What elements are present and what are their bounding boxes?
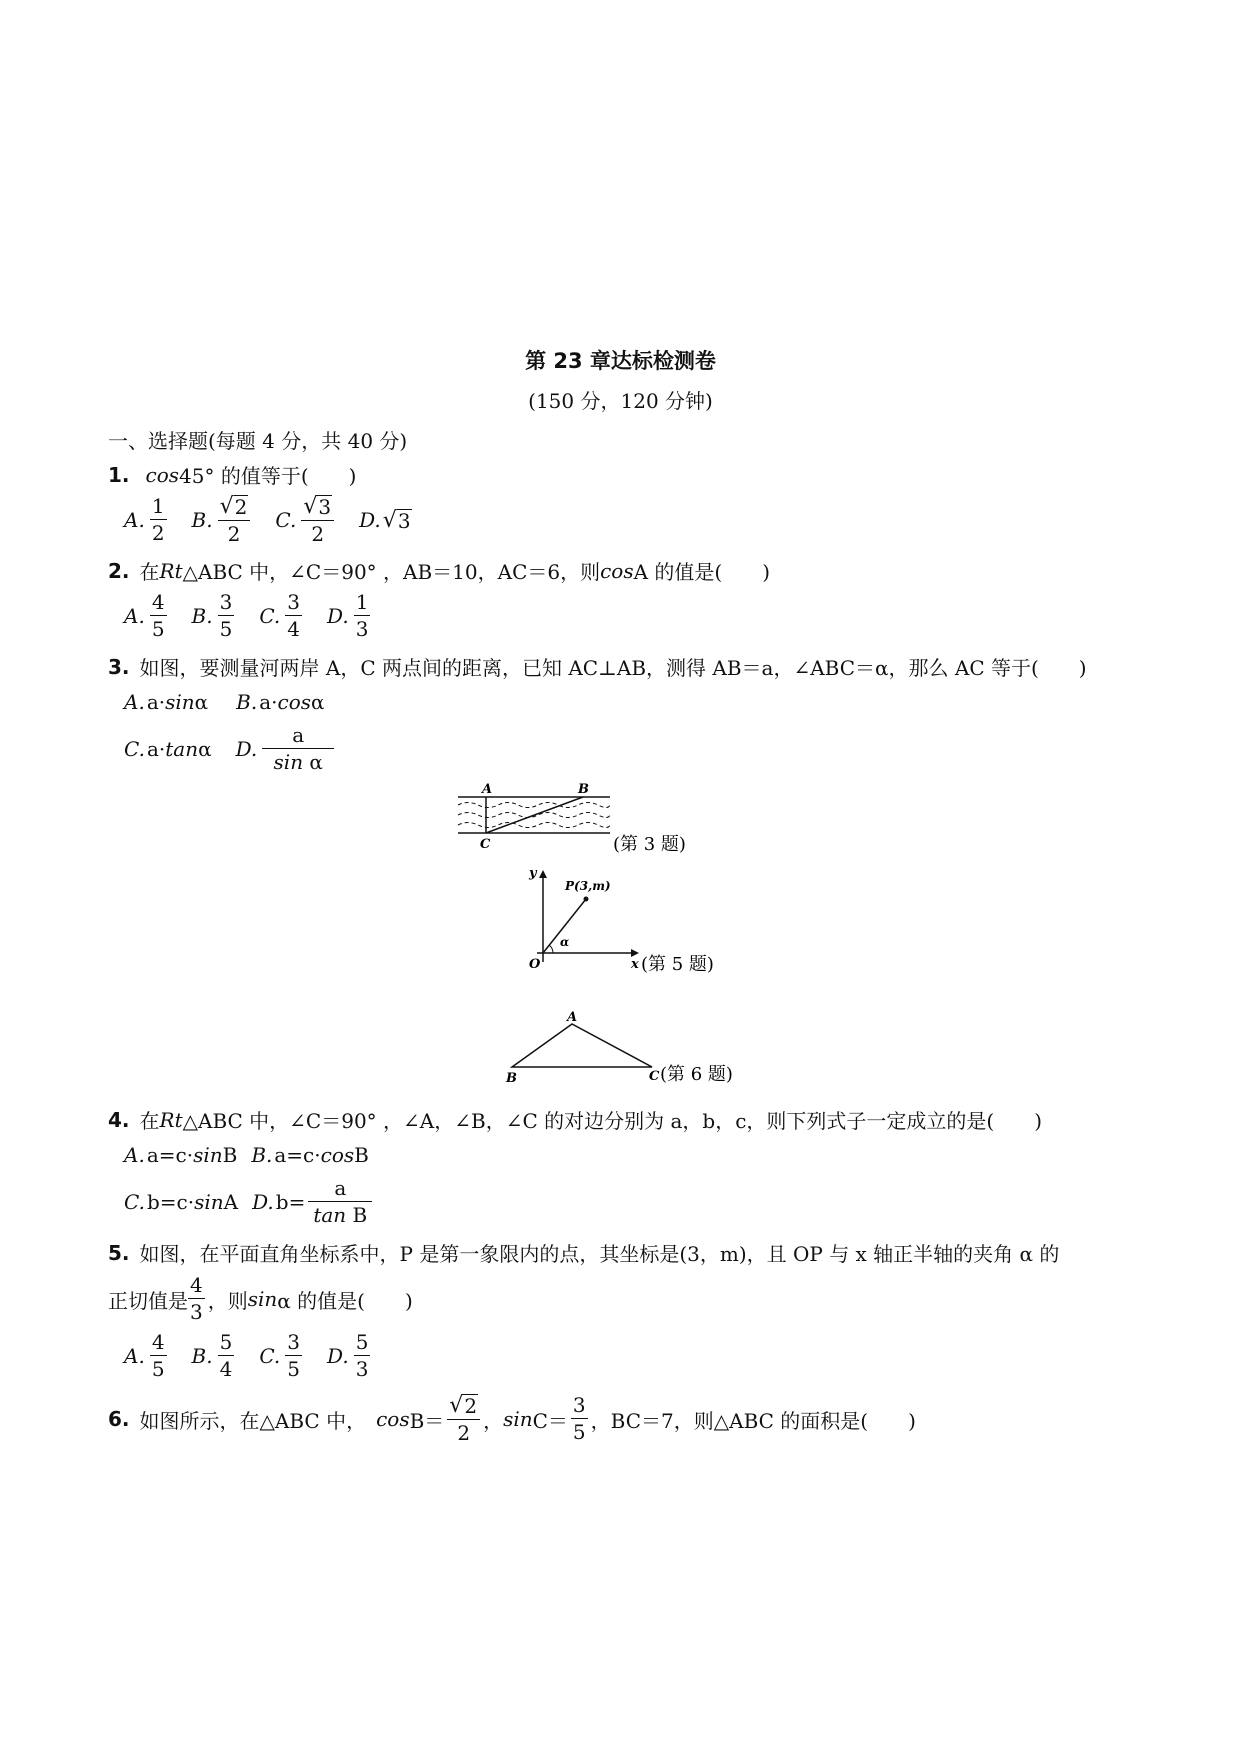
question-3 <box>108 652 1087 681</box>
question-number: 2. <box>108 558 130 583</box>
sqrt-symbol: √ 3 <box>303 494 332 519</box>
option-d[interactable]: D. √ 3 <box>359 507 411 533</box>
question-5: 5. 如图，在平面直角坐标系中，P 是第一象限内的点，其坐标是(3，m)，且 OP 与 x 轴正半轴的夹角 α 的 <box>108 1240 1060 1266</box>
question-2: 2. 在 Rt △ABC 中，∠C＝90° ，AB＝10，AC＝6，则 cos A 的值是( ) <box>108 558 771 584</box>
figure-6-triangle-diagram <box>500 1010 770 1090</box>
point-c-label: C <box>480 837 491 852</box>
fraction: $\frac{a}{\text{sin α}}$ <box>262 725 334 773</box>
figure-caption: (第 5 题) <box>641 954 714 975</box>
option-a[interactable]: A. $\frac{4}{5}$ <box>124 590 165 641</box>
option-d[interactable]: D. $\frac{1}{3}$ <box>327 590 369 641</box>
question-number: 1. <box>108 462 130 487</box>
figure-caption: (第 6 题) <box>660 1064 733 1085</box>
question-3-options-cd <box>124 725 359 773</box>
question-6: 6. 如图所示，在△ABC 中， cos B＝ √ 2 2 ， sin C＝ $\frac{3}{5}$ ，BC＝7，则△ABC 的面积是( ) <box>108 1393 916 1445</box>
fraction: √ 2 2 <box>218 495 251 545</box>
point-p <box>584 897 589 902</box>
option-a[interactable]: A. $\frac{1}{2}$ <box>124 494 165 545</box>
option-b[interactable]: B. $\frac{5}{4}$ <box>191 1330 233 1381</box>
fraction: $\frac{4}{3}$ <box>190 1273 203 1324</box>
x-axis-arrow <box>631 949 639 957</box>
fraction: $\frac{4}{5}$ <box>151 590 165 641</box>
option-c[interactable]: C. b=c· sin A <box>124 1190 239 1214</box>
angle-alpha-label: α <box>560 935 570 949</box>
question-4-options-cd <box>124 1178 397 1226</box>
fraction: $\frac{5}{4}$ <box>219 1330 233 1381</box>
question-number: 4. <box>108 1107 130 1132</box>
question-number: 6. <box>108 1407 130 1431</box>
figure-5-coordinate-diagram <box>515 862 745 980</box>
option-a[interactable]: A. $\frac{4}{5}$ <box>124 1330 165 1381</box>
point-a-label: A <box>567 1010 578 1025</box>
sqrt-symbol: √ 2 <box>219 494 248 519</box>
triangle-abc <box>512 1024 652 1067</box>
question-number: 3. <box>108 654 130 679</box>
question-3-options-ab <box>124 690 347 714</box>
sqrt-symbol: √ 2 <box>449 1393 478 1418</box>
fraction: √ 2 2 <box>447 1394 480 1444</box>
question-5-options <box>124 1332 395 1380</box>
question-5-line-2: 正切值是 $\frac{4}{3}$ ，则 sin α 的值是( ) <box>108 1273 413 1324</box>
option-c[interactable]: C. a· tan α <box>124 737 212 761</box>
function-name: cos <box>145 462 180 487</box>
option-d[interactable]: D. $\frac{5}{3}$ <box>327 1330 369 1381</box>
x-axis-label: x <box>631 957 639 972</box>
figure-caption: (第 3 题) <box>613 834 686 855</box>
fraction: $\frac{1}{2}$ <box>151 494 165 545</box>
origin-label: O <box>529 957 541 972</box>
option-b[interactable]: B. a=c· cos B <box>251 1143 369 1167</box>
question-stem: 如图，要测量河两岸 A，C 两点间的距离，已知 AC⊥AB，测得 AB＝a，∠ABC＝α，那么 AC 等于( ) <box>139 656 1087 680</box>
fraction: $\frac{3}{5}$ <box>287 1330 301 1381</box>
question-2-options <box>124 592 395 640</box>
fraction: $\frac{a}{\text{tan B}}$ <box>308 1178 372 1226</box>
point-p-label: P(3,m) <box>565 879 611 893</box>
y-axis-label: y <box>529 866 537 881</box>
water-wave <box>458 803 610 808</box>
point-b-label: B <box>506 1071 517 1086</box>
option-b[interactable]: B. √ 2 2 <box>192 495 254 545</box>
question-number: 5. <box>108 1240 130 1265</box>
angle-alpha-arc <box>549 945 553 953</box>
option-a[interactable]: A. a· sin α <box>124 690 209 714</box>
figure-3-river-diagram <box>450 780 700 860</box>
sqrt-symbol: √ 3 <box>382 507 411 533</box>
water-wave <box>458 823 610 828</box>
option-c[interactable]: C. $\frac{3}{5}$ <box>259 1330 301 1381</box>
point-b-label: B <box>578 782 589 797</box>
fraction: $\frac{3}{5}$ <box>572 1393 586 1444</box>
option-c[interactable]: C. √ 3 2 <box>275 495 337 545</box>
section-heading: 一、选择题(每题 4 分，共 40 分) <box>108 429 408 453</box>
question-4-options-ab <box>124 1143 391 1167</box>
fraction: $\frac{4}{5}$ <box>151 1330 165 1381</box>
option-d[interactable]: D. b= $\frac{a}{\text{tan B}}$ <box>252 1178 375 1226</box>
question-4: 4. 在 Rt △ABC 中，∠C＝90° ，∠A，∠B，∠C 的对边分别为 a，b，c，则下列式子一定成立的是( ) <box>108 1107 1043 1133</box>
option-a[interactable]: A. a=c· sin B <box>124 1143 238 1167</box>
option-c[interactable]: C. $\frac{3}{4}$ <box>259 590 301 641</box>
page-subtitle: (150 分，120 分钟) <box>528 389 713 413</box>
fraction: $\frac{5}{3}$ <box>355 1330 369 1381</box>
option-b[interactable]: B. a· cos α <box>236 690 325 714</box>
point-c-label: C <box>649 1069 660 1084</box>
point-a-label: A <box>482 782 493 797</box>
question-1-options <box>124 495 434 545</box>
fraction: $\frac{1}{3}$ <box>355 590 369 641</box>
fraction: $\frac{3}{5}$ <box>219 590 233 641</box>
y-axis-arrow <box>539 870 547 878</box>
fraction: √ 3 2 <box>301 495 334 545</box>
fraction: $\frac{3}{4}$ <box>287 590 301 641</box>
page-title: 第 23 章达标检测卷 <box>525 349 716 373</box>
option-b[interactable]: B. $\frac{3}{5}$ <box>191 590 233 641</box>
question-stem: 45° 的值等于( ) <box>179 464 357 488</box>
option-d[interactable]: D. $\frac{a}{\text{sin α}}$ <box>236 725 338 773</box>
question-1 <box>108 460 356 489</box>
